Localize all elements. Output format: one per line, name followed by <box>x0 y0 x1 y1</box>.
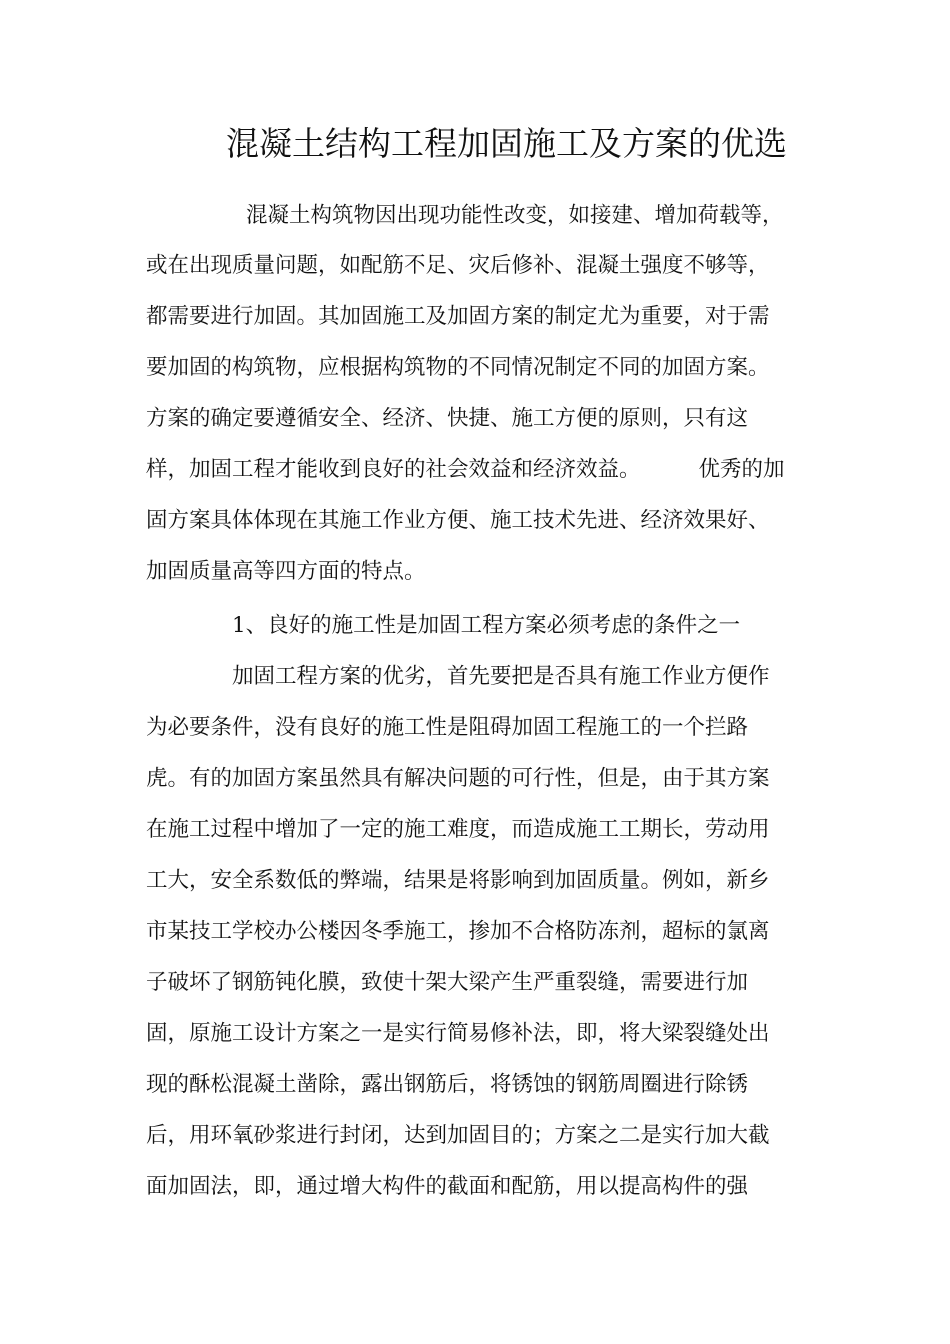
paragraph-line: 后，用环氧砂浆进行封闭，达到加固目的；方案之二是实行加大截 <box>146 1123 770 1148</box>
paragraph-line: 要加固的构筑物，应根据构筑物的不同情况制定不同的加固方案。 <box>146 355 770 380</box>
paragraph-line: 或在出现质量问题，如配筋不足、灾后修补、混凝土强度不够等， <box>146 253 770 278</box>
paragraph-line-part: 样，加固工程才能收到良好的社会效益和经济效益。 <box>146 457 641 482</box>
paragraph-line: 子破坏了钢筋钝化膜，致使十架大梁产生严重裂缝，需要进行加 <box>146 970 749 995</box>
paragraph-line: 加固工程方案的优劣，首先要把是否具有施工作业方便作 <box>232 664 770 689</box>
document-title: 混凝土结构工程加固施工及方案的优选 <box>226 124 787 163</box>
paragraph-line: 在施工过程中增加了一定的施工难度，而造成施工工期长，劳动用 <box>146 817 770 842</box>
paragraph-line: 虎。有的加固方案虽然具有解决问题的可行性，但是，由于其方案 <box>146 766 770 791</box>
paragraph-line: 固，原施工设计方案之一是实行简易修补法，即，将大梁裂缝处出 <box>146 1021 770 1046</box>
paragraph-line: 市某技工学校办公楼因冬季施工，掺加不合格防冻剂，超标的氯离 <box>146 919 770 944</box>
section-heading: 1、良好的施工性是加固工程方案必须考虑的条件之一 <box>232 613 741 638</box>
paragraph-line-part: 优秀的加 <box>698 457 785 482</box>
paragraph-line: 面加固法，即，通过增大构件的截面和配筋，用以提高构件的强 <box>146 1174 749 1199</box>
paragraph-line: 为必要条件，没有良好的施工性是阻碍加固工程施工的一个拦路 <box>146 715 749 740</box>
paragraph-line <box>146 450 785 490</box>
paragraph-line: 混凝土构筑物因出现功能性改变，如接建、增加荷载等， <box>246 203 784 228</box>
paragraph-line: 加固质量高等四方面的特点。 <box>146 559 426 584</box>
paragraph-line: 工大，安全系数低的弊端，结果是将影响到加固质量。例如，新乡 <box>146 868 770 893</box>
paragraph-line: 方案的确定要遵循安全、经济、快捷、施工方便的原则，只有这 <box>146 406 749 431</box>
paragraph-line: 固方案具体体现在其施工作业方便、施工技术先进、经济效果好、 <box>146 508 770 533</box>
paragraph-line: 现的酥松混凝土凿除，露出钢筋后，将锈蚀的钢筋周圈进行除锈 <box>146 1072 749 1097</box>
paragraph-line: 都需要进行加固。其加固施工及加固方案的制定尤为重要，对于需 <box>146 304 770 329</box>
